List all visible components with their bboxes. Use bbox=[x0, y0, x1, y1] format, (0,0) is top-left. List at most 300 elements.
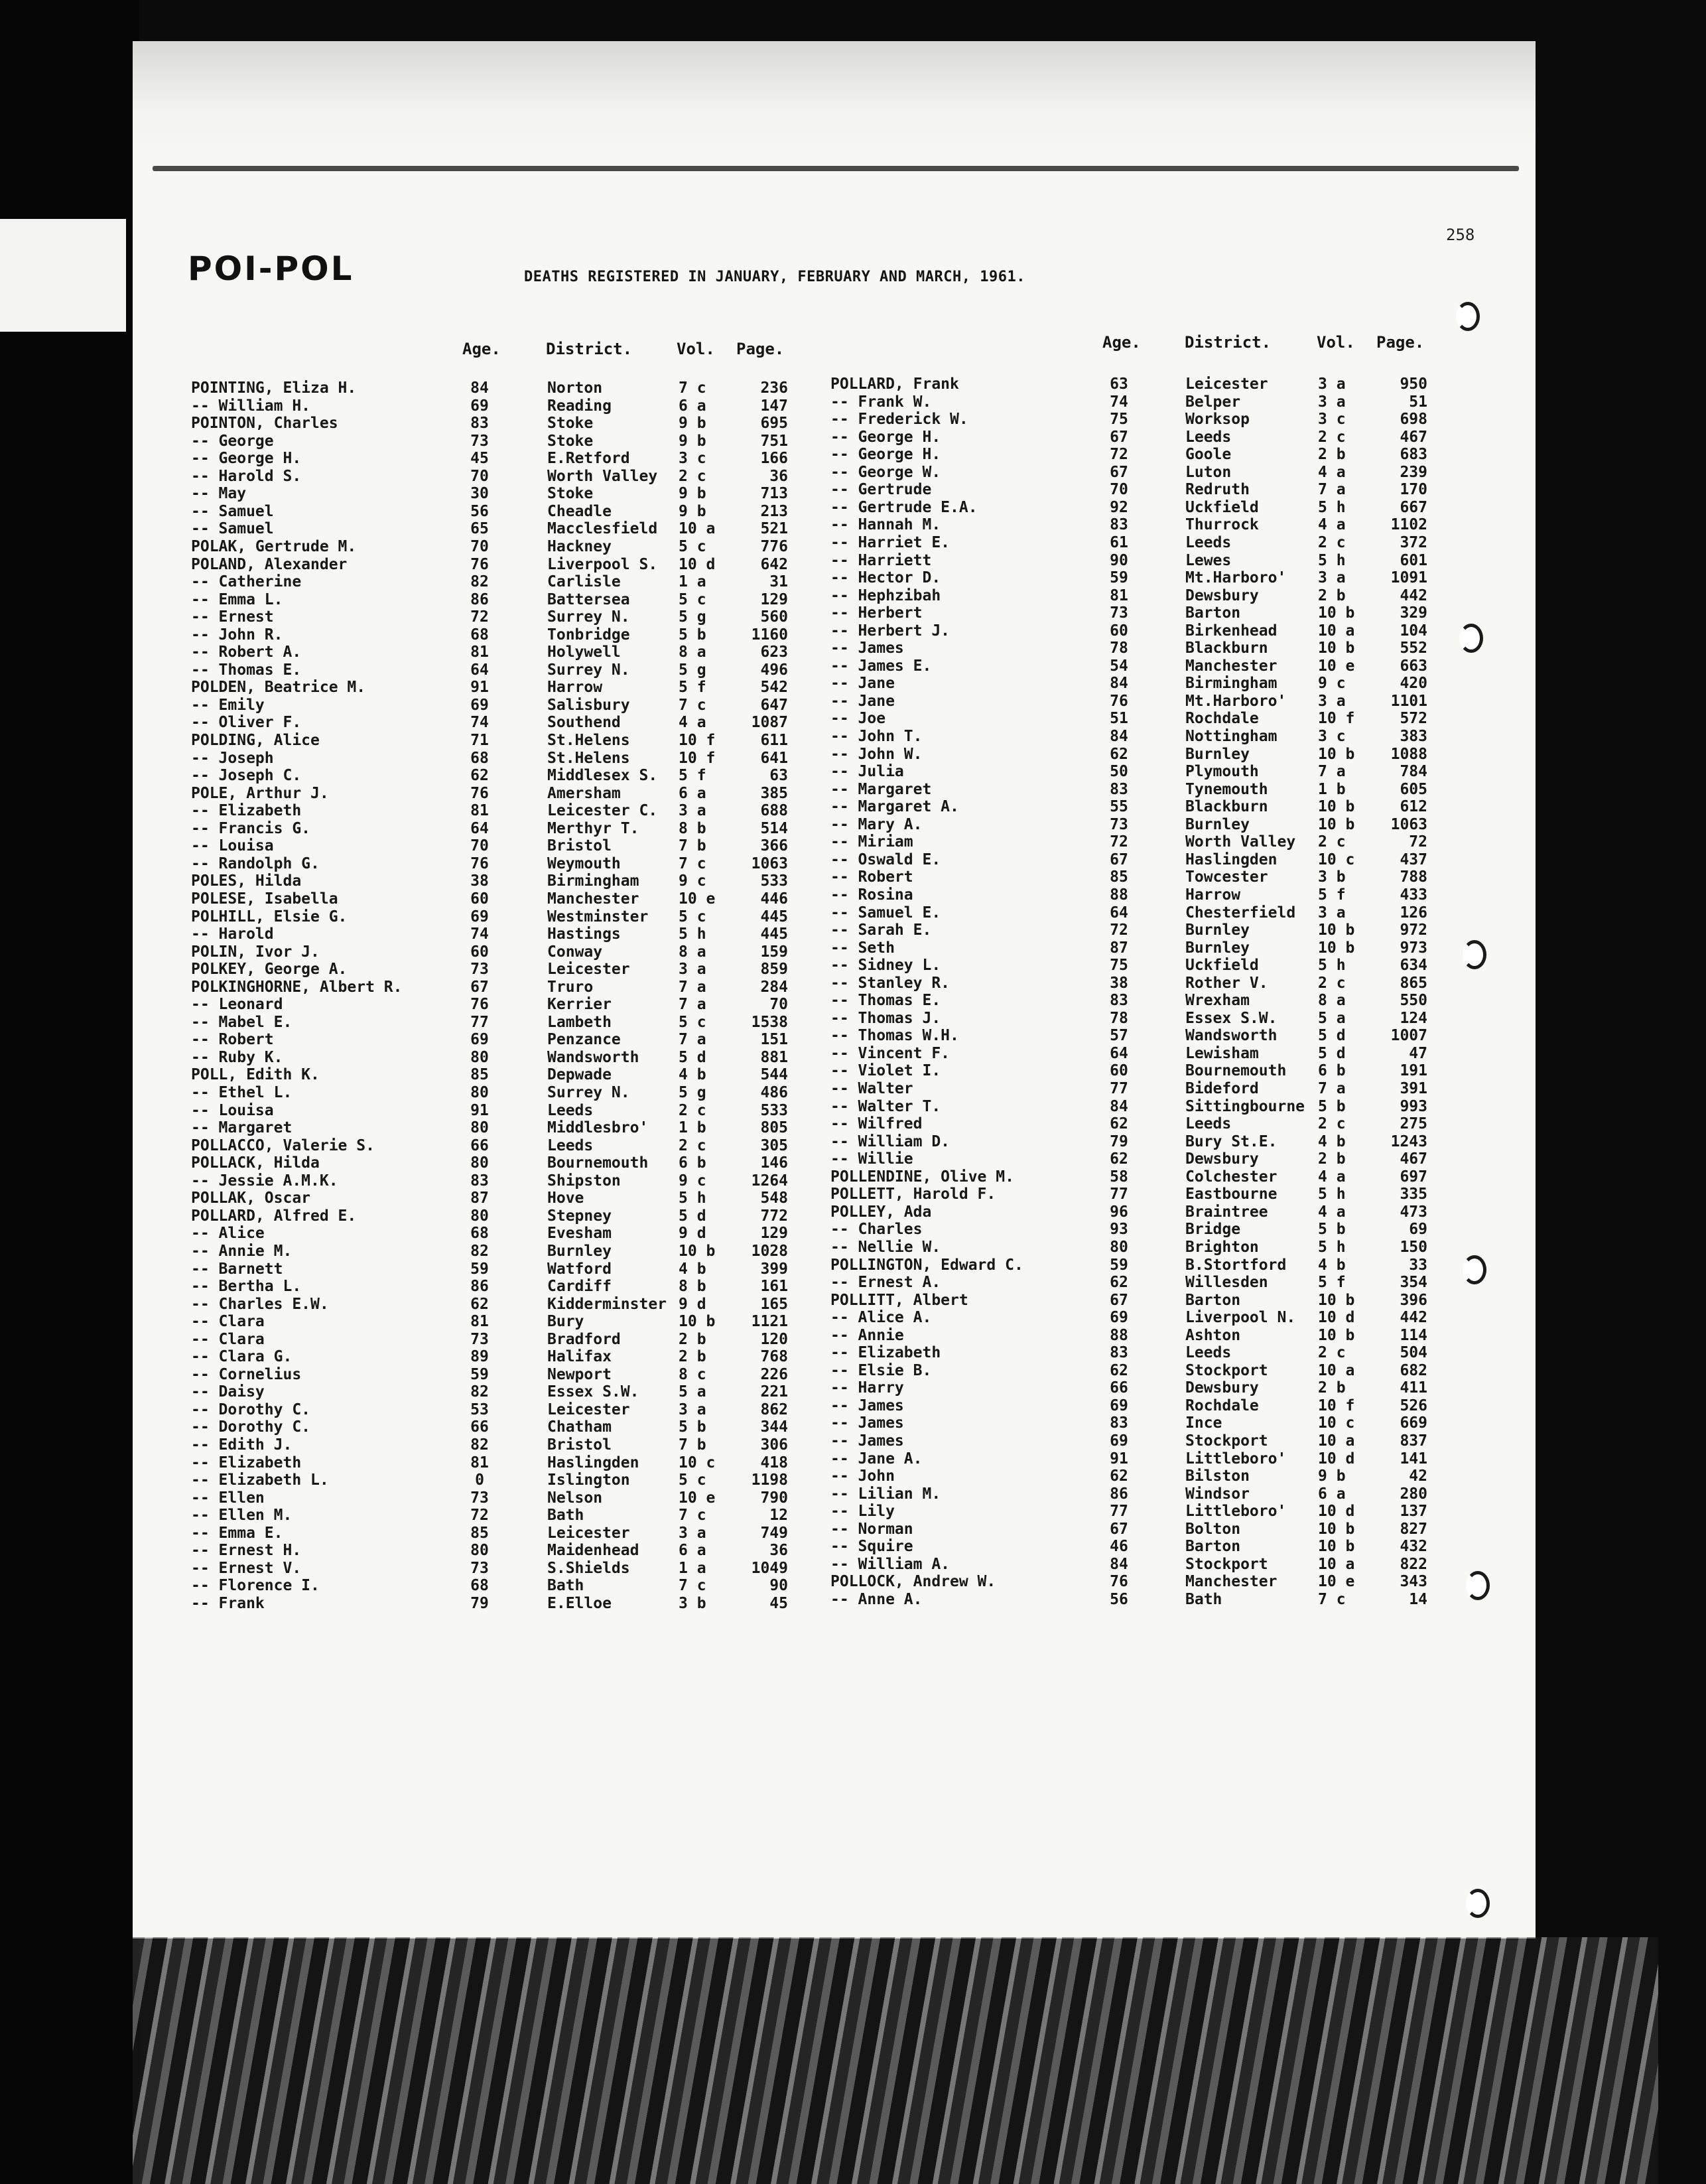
entry-age: 64 bbox=[470, 661, 489, 679]
entry-district: Uckfield bbox=[1185, 957, 1259, 975]
entry-vol: 6 a bbox=[679, 397, 706, 415]
entry-name: -- Julia bbox=[830, 763, 904, 781]
entry-page: 236 bbox=[760, 379, 788, 397]
entry-name: -- Catherine bbox=[191, 573, 302, 591]
entry-age: 82 bbox=[470, 573, 489, 591]
register-entry bbox=[191, 1489, 841, 1507]
entry-vol: 7 a bbox=[1318, 1080, 1346, 1097]
entry-age: 80 bbox=[470, 1542, 489, 1560]
register-entry bbox=[191, 1366, 841, 1384]
entry-district: Newport bbox=[547, 1365, 612, 1383]
entry-name: -- John bbox=[830, 1467, 895, 1485]
entry-vol: 5 a bbox=[679, 1383, 706, 1401]
register-entry bbox=[191, 468, 841, 486]
register-entry bbox=[830, 1239, 1480, 1257]
register-entry bbox=[830, 393, 1480, 411]
entry-page: 305 bbox=[760, 1136, 788, 1154]
entry-vol: 5 d bbox=[679, 1207, 706, 1225]
register-entry bbox=[191, 785, 841, 803]
entry-age: 89 bbox=[470, 1348, 489, 1366]
entry-page: 683 bbox=[1400, 446, 1427, 464]
entry-age: 69 bbox=[1110, 1432, 1128, 1450]
entry-page: 1088 bbox=[1390, 745, 1427, 763]
entry-vol: 9 c bbox=[679, 1172, 706, 1190]
entry-age: 80 bbox=[470, 1207, 489, 1225]
entry-page: 1102 bbox=[1390, 516, 1427, 534]
register-entry bbox=[191, 450, 841, 468]
entry-page: 698 bbox=[1400, 411, 1427, 429]
entry-vol: 10 e bbox=[679, 1489, 716, 1507]
entry-vol: 3 a bbox=[1318, 375, 1346, 393]
entry-name: -- Leonard bbox=[191, 996, 283, 1014]
entry-page: 542 bbox=[760, 679, 788, 697]
entry-age: 54 bbox=[1110, 657, 1128, 675]
register-entry bbox=[830, 516, 1480, 534]
entry-vol: 5 f bbox=[1318, 886, 1346, 904]
register-entry bbox=[830, 816, 1480, 834]
entry-name: POLLARD, Alfred E. bbox=[191, 1207, 357, 1225]
entry-district: Kerrier bbox=[547, 996, 612, 1014]
entry-district: Halifax bbox=[547, 1348, 612, 1366]
entry-district: Southend bbox=[547, 714, 621, 732]
entry-district: Watford bbox=[547, 1260, 612, 1278]
entry-age: 80 bbox=[470, 1154, 489, 1172]
entry-vol: 8 a bbox=[679, 644, 706, 661]
register-entry bbox=[191, 820, 841, 838]
entry-page: 514 bbox=[760, 819, 788, 837]
entry-district: Amersham bbox=[547, 784, 621, 802]
entry-name: -- Stanley R. bbox=[830, 974, 951, 992]
entry-page: 601 bbox=[1400, 551, 1427, 569]
entry-page: 605 bbox=[1400, 780, 1427, 798]
entry-age: 74 bbox=[470, 925, 489, 943]
entry-vol: 10 b bbox=[1318, 640, 1355, 657]
entry-vol: 5 f bbox=[1318, 1274, 1346, 1292]
register-entry bbox=[830, 957, 1480, 975]
entry-page: 993 bbox=[1400, 1097, 1427, 1115]
entry-age: 84 bbox=[1110, 728, 1128, 745]
register-entry bbox=[830, 992, 1480, 1010]
entry-vol: 3 a bbox=[679, 1400, 706, 1418]
register-entry bbox=[191, 1525, 841, 1542]
register-entry bbox=[191, 485, 841, 503]
entry-vol: 5 d bbox=[1318, 1044, 1346, 1062]
entry-vol: 2 c bbox=[1318, 428, 1346, 446]
entry-vol: 10 a bbox=[1318, 1555, 1355, 1573]
entry-vol: 10 a bbox=[1318, 1361, 1355, 1379]
entry-name: -- Emma E. bbox=[191, 1524, 283, 1542]
entry-name: -- Walter bbox=[830, 1080, 913, 1097]
entry-age: 70 bbox=[1110, 481, 1128, 499]
register-entry bbox=[830, 1344, 1480, 1362]
entry-name: POLKEY, George A. bbox=[191, 961, 348, 979]
entry-age: 76 bbox=[1110, 692, 1128, 710]
entry-vol: 10 d bbox=[1318, 1309, 1355, 1327]
register-entry bbox=[830, 781, 1480, 799]
entry-age: 92 bbox=[1110, 498, 1128, 516]
entry-name: -- Hector D. bbox=[830, 569, 941, 587]
entry-page: 682 bbox=[1400, 1361, 1427, 1379]
entry-vol: 10 c bbox=[1318, 1414, 1355, 1432]
entry-age: 62 bbox=[470, 1295, 489, 1313]
entry-vol: 8 c bbox=[679, 1365, 706, 1383]
paper-top-strip bbox=[133, 41, 1536, 167]
register-entry bbox=[830, 1362, 1480, 1380]
entry-name: -- Thomas E. bbox=[830, 992, 941, 1010]
register-entry bbox=[830, 534, 1480, 552]
register-entry bbox=[830, 481, 1480, 499]
entry-name: -- James bbox=[830, 1432, 904, 1450]
entry-page: 697 bbox=[1400, 1168, 1427, 1186]
entry-district: Brighton bbox=[1185, 1238, 1259, 1256]
entry-age: 77 bbox=[470, 1013, 489, 1031]
entry-name: -- Frank bbox=[191, 1594, 265, 1612]
entry-page: 533 bbox=[760, 1101, 788, 1119]
entry-district: Norton bbox=[547, 379, 603, 397]
entry-name: -- Gertrude bbox=[830, 481, 932, 499]
entry-page: 432 bbox=[1400, 1538, 1427, 1556]
entry-age: 73 bbox=[470, 1330, 489, 1348]
entry-district: Wrexham bbox=[1185, 992, 1250, 1010]
entry-vol: 10 b bbox=[1318, 815, 1355, 833]
entry-name: -- Annie bbox=[830, 1326, 904, 1344]
register-entry bbox=[830, 1379, 1480, 1397]
register-entry bbox=[191, 1401, 841, 1419]
entry-district: Leicester C. bbox=[547, 802, 658, 820]
entry-vol: 10 c bbox=[1318, 851, 1355, 868]
entry-name: -- Clara G. bbox=[191, 1348, 293, 1366]
entry-name: POLLENDINE, Olive M. bbox=[830, 1168, 1014, 1186]
entry-age: 81 bbox=[470, 802, 489, 820]
entry-name: -- Elsie B. bbox=[830, 1361, 932, 1379]
entry-page: 129 bbox=[760, 1225, 788, 1243]
entry-age: 68 bbox=[470, 626, 489, 644]
entry-page: 159 bbox=[760, 943, 788, 961]
entry-district: Mt.Harboro' bbox=[1185, 569, 1287, 587]
entry-page: 713 bbox=[760, 485, 788, 503]
entry-district: Leeds bbox=[547, 1101, 594, 1119]
entry-district: Leeds bbox=[1185, 1115, 1232, 1133]
entry-name: -- George bbox=[191, 432, 274, 450]
entry-age: 72 bbox=[470, 608, 489, 626]
register-entry bbox=[830, 429, 1480, 446]
entry-vol: 4 a bbox=[1318, 463, 1346, 481]
entry-page: 399 bbox=[760, 1260, 788, 1278]
entry-vol: 10 b bbox=[1318, 1326, 1355, 1344]
entry-age: 66 bbox=[1110, 1379, 1128, 1397]
entry-district: Bath bbox=[547, 1507, 584, 1525]
entry-age: 58 bbox=[1110, 1168, 1128, 1186]
entry-district: Islington bbox=[547, 1471, 630, 1489]
entry-age: 64 bbox=[1110, 904, 1128, 921]
entry-age: 67 bbox=[1110, 463, 1128, 481]
entry-age: 67 bbox=[1110, 1291, 1128, 1309]
entry-vol: 2 c bbox=[1318, 1344, 1346, 1362]
entry-name: POLESE, Isabella bbox=[191, 890, 338, 908]
entry-vol: 7 c bbox=[679, 1577, 706, 1595]
entry-district: Liverpool S. bbox=[547, 555, 658, 573]
entry-age: 62 bbox=[1110, 1361, 1128, 1379]
register-entry bbox=[830, 1292, 1480, 1310]
entry-page: 862 bbox=[760, 1400, 788, 1418]
entry-vol: 3 a bbox=[1318, 393, 1346, 411]
entry-name: -- Charles E.W. bbox=[191, 1295, 329, 1313]
entry-district: Bilston bbox=[1185, 1467, 1250, 1485]
entry-age: 82 bbox=[470, 1383, 489, 1401]
entry-age: 68 bbox=[470, 749, 489, 767]
entry-name: -- Jane A. bbox=[830, 1450, 923, 1467]
entry-vol: 5 b bbox=[679, 626, 706, 644]
register-entry bbox=[191, 538, 841, 556]
entry-page: 1243 bbox=[1390, 1132, 1427, 1150]
entry-page: 496 bbox=[760, 661, 788, 679]
entry-name: -- George H. bbox=[830, 428, 941, 446]
entry-page: 221 bbox=[760, 1383, 788, 1401]
register-entry bbox=[191, 397, 841, 415]
entry-district: Barton bbox=[1185, 604, 1241, 622]
entry-age: 91 bbox=[470, 679, 489, 697]
register-entry bbox=[830, 868, 1480, 886]
entry-vol: 10 f bbox=[679, 732, 716, 749]
entry-vol: 3 a bbox=[1318, 904, 1346, 921]
register-entry bbox=[191, 1542, 841, 1560]
entry-district: Chatham bbox=[547, 1418, 612, 1436]
entry-page: 391 bbox=[1400, 1080, 1427, 1097]
entry-vol: 9 b bbox=[679, 415, 706, 433]
entry-district: Essex S.W. bbox=[1185, 1009, 1278, 1027]
scan-noise-bottom bbox=[133, 1937, 1658, 2184]
entry-district: B.Stortford bbox=[1185, 1256, 1287, 1274]
entry-name: -- Elizabeth bbox=[191, 1454, 302, 1471]
entry-vol: 9 d bbox=[679, 1225, 706, 1243]
entry-page: 1538 bbox=[751, 1013, 788, 1031]
register-entry bbox=[191, 1278, 841, 1296]
entry-vol: 5 f bbox=[679, 767, 706, 785]
entry-page: 420 bbox=[1400, 675, 1427, 693]
entry-district: Rother V. bbox=[1185, 974, 1268, 992]
entry-name: -- Sarah E. bbox=[830, 921, 932, 939]
entry-age: 60 bbox=[1110, 1062, 1128, 1080]
register-entry bbox=[830, 622, 1480, 640]
entry-vol: 3 a bbox=[1318, 692, 1346, 710]
entry-vol: 2 c bbox=[679, 467, 706, 485]
entry-name: -- Harriett bbox=[830, 551, 932, 569]
entry-district: Weymouth bbox=[547, 854, 621, 872]
register-entry bbox=[830, 728, 1480, 746]
entry-page: 837 bbox=[1400, 1432, 1427, 1450]
entry-age: 50 bbox=[1110, 763, 1128, 781]
entry-vol: 3 b bbox=[679, 1594, 706, 1612]
entry-district: Blackburn bbox=[1185, 640, 1268, 657]
entry-district: Surrey N. bbox=[547, 1084, 630, 1101]
entry-page: 36 bbox=[769, 1542, 788, 1560]
entry-district: Bournemouth bbox=[1185, 1062, 1287, 1080]
entry-page: 544 bbox=[760, 1066, 788, 1084]
entry-age: 96 bbox=[1110, 1203, 1128, 1221]
entry-age: 80 bbox=[470, 1084, 489, 1101]
entry-name: -- Frank W. bbox=[830, 393, 932, 411]
entry-district: Littleboro' bbox=[1185, 1450, 1287, 1467]
entry-vol: 5 h bbox=[679, 925, 706, 943]
entry-page: 881 bbox=[760, 1048, 788, 1066]
entry-page: 120 bbox=[760, 1330, 788, 1348]
register-entry bbox=[191, 996, 841, 1014]
entry-district: Burnley bbox=[1185, 745, 1250, 763]
entry-age: 60 bbox=[470, 890, 489, 908]
entry-district: Leicester bbox=[547, 1400, 630, 1418]
entry-vol: 7 b bbox=[679, 1436, 706, 1454]
entry-name: POINTING, Eliza H. bbox=[191, 379, 357, 397]
entry-vol: 3 a bbox=[679, 802, 706, 820]
entry-name: -- Ernest H. bbox=[191, 1542, 302, 1560]
entry-vol: 7 c bbox=[679, 696, 706, 714]
entry-age: 84 bbox=[1110, 675, 1128, 693]
entry-district: Birmingham bbox=[547, 872, 639, 890]
entry-page: 170 bbox=[1400, 481, 1427, 499]
entry-district: Stockport bbox=[1185, 1361, 1268, 1379]
entry-district: Bristol bbox=[547, 837, 612, 855]
register-entry bbox=[191, 1049, 841, 1067]
entry-age: 70 bbox=[470, 837, 489, 855]
entry-page: 822 bbox=[1400, 1555, 1427, 1573]
entry-vol: 6 b bbox=[679, 1154, 706, 1172]
entry-name: -- Charles bbox=[830, 1221, 923, 1239]
entry-age: 81 bbox=[1110, 586, 1128, 604]
entry-vol: 9 b bbox=[679, 485, 706, 503]
entry-age: 57 bbox=[1110, 1027, 1128, 1045]
entry-vol: 7 a bbox=[679, 978, 706, 996]
entry-vol: 9 c bbox=[1318, 675, 1346, 693]
entry-age: 76 bbox=[1110, 1573, 1128, 1591]
entry-district: Wandsworth bbox=[1185, 1027, 1278, 1045]
entry-page: 445 bbox=[760, 925, 788, 943]
entry-vol: 10 a bbox=[1318, 1432, 1355, 1450]
entry-age: 81 bbox=[470, 1454, 489, 1471]
entry-page: 69 bbox=[1409, 1221, 1427, 1239]
entry-page: 642 bbox=[760, 555, 788, 573]
entry-vol: 2 c bbox=[1318, 1115, 1346, 1133]
entry-name: -- Alice A. bbox=[830, 1309, 932, 1327]
entry-vol: 5 c bbox=[679, 908, 706, 925]
entry-name: -- Robert bbox=[830, 868, 913, 886]
entry-page: 166 bbox=[760, 450, 788, 468]
entry-page: 343 bbox=[1400, 1573, 1427, 1591]
entry-name: -- Oliver F. bbox=[191, 714, 302, 732]
entry-district: Kidderminster bbox=[547, 1295, 667, 1313]
entry-page: 51 bbox=[1409, 393, 1427, 411]
entry-name: POLLACK, Hilda bbox=[191, 1154, 320, 1172]
entry-district: Harrow bbox=[547, 679, 603, 697]
entry-vol: 5 g bbox=[679, 608, 706, 626]
entry-vol: 10 e bbox=[1318, 657, 1355, 675]
register-entry bbox=[191, 1296, 841, 1314]
entry-age: 59 bbox=[470, 1260, 489, 1278]
entry-page: 284 bbox=[760, 978, 788, 996]
entry-page: 161 bbox=[760, 1278, 788, 1296]
entry-vol: 2 b bbox=[1318, 1379, 1346, 1397]
entry-district: Bolton bbox=[1185, 1520, 1241, 1538]
register-entry bbox=[830, 851, 1480, 869]
entry-page: 104 bbox=[1400, 622, 1427, 640]
entry-page: 521 bbox=[760, 520, 788, 538]
entry-name: -- Francis G. bbox=[191, 819, 311, 837]
entry-page: 972 bbox=[1400, 921, 1427, 939]
entry-age: 76 bbox=[470, 996, 489, 1014]
entry-district: Surrey N. bbox=[547, 608, 630, 626]
entry-vol: 9 d bbox=[679, 1295, 706, 1313]
register-entry bbox=[830, 798, 1480, 816]
entry-vol: 3 b bbox=[1318, 868, 1346, 886]
entry-district: Haslingden bbox=[1185, 851, 1278, 868]
entry-vol: 3 c bbox=[679, 450, 706, 468]
entry-vol: 10 b bbox=[1318, 1538, 1355, 1556]
register-entry bbox=[191, 767, 841, 785]
entry-page: 442 bbox=[1400, 1309, 1427, 1327]
entry-vol: 7 a bbox=[679, 1031, 706, 1049]
entry-page: 504 bbox=[1400, 1344, 1427, 1362]
entry-page: 239 bbox=[1400, 463, 1427, 481]
entry-page: 372 bbox=[1400, 533, 1427, 551]
entry-district: Ince bbox=[1185, 1414, 1222, 1432]
entry-district: Penzance bbox=[547, 1031, 621, 1049]
entry-vol: 5 c bbox=[679, 537, 706, 555]
section-code: POI-POL bbox=[188, 249, 354, 288]
entry-page: 647 bbox=[760, 696, 788, 714]
entry-name: -- William A. bbox=[830, 1555, 951, 1573]
register-entry bbox=[191, 837, 841, 855]
entry-age: 86 bbox=[470, 1278, 489, 1296]
punch-hole-icon bbox=[1456, 302, 1480, 331]
entry-vol: 7 b bbox=[679, 837, 706, 855]
entry-age: 67 bbox=[470, 978, 489, 996]
entry-district: Leeds bbox=[547, 1136, 594, 1154]
entry-name: -- Ernest V. bbox=[191, 1559, 302, 1577]
entry-name: -- James bbox=[830, 1414, 904, 1432]
entry-name: POLL, Edith K. bbox=[191, 1066, 320, 1084]
register-entry bbox=[830, 886, 1480, 904]
entry-age: 78 bbox=[1110, 640, 1128, 657]
entry-vol: 2 c bbox=[1318, 533, 1346, 551]
entry-age: 62 bbox=[1110, 745, 1128, 763]
entry-name: -- Bertha L. bbox=[191, 1278, 302, 1296]
header-page: Page. bbox=[1376, 333, 1425, 352]
entry-district: Tonbridge bbox=[547, 626, 630, 644]
register-entry bbox=[830, 1257, 1480, 1274]
entry-district: Westminster bbox=[547, 908, 649, 925]
entry-page: 418 bbox=[760, 1454, 788, 1471]
entry-name: -- Margaret bbox=[830, 780, 932, 798]
entry-age: 62 bbox=[1110, 1115, 1128, 1133]
entry-page: 1063 bbox=[751, 854, 788, 872]
entry-age: 88 bbox=[1110, 886, 1128, 904]
entry-age: 86 bbox=[470, 590, 489, 608]
entry-page: 623 bbox=[760, 644, 788, 661]
register-entry bbox=[191, 433, 841, 450]
entry-age: 83 bbox=[1110, 516, 1128, 534]
entry-name: POLES, Hilda bbox=[191, 872, 302, 890]
entry-age: 85 bbox=[1110, 868, 1128, 886]
entry-name: -- Harold bbox=[191, 925, 274, 943]
entry-vol: 10 b bbox=[1318, 604, 1355, 622]
entry-age: 80 bbox=[470, 1119, 489, 1137]
entry-district: St.Helens bbox=[547, 732, 630, 749]
entry-age: 59 bbox=[1110, 1256, 1128, 1274]
register-entry bbox=[191, 1348, 841, 1366]
entry-age: 80 bbox=[470, 1048, 489, 1066]
register-entry bbox=[830, 587, 1480, 605]
entry-district: Blackburn bbox=[1185, 798, 1268, 816]
entry-name: -- Ernest bbox=[191, 608, 274, 626]
